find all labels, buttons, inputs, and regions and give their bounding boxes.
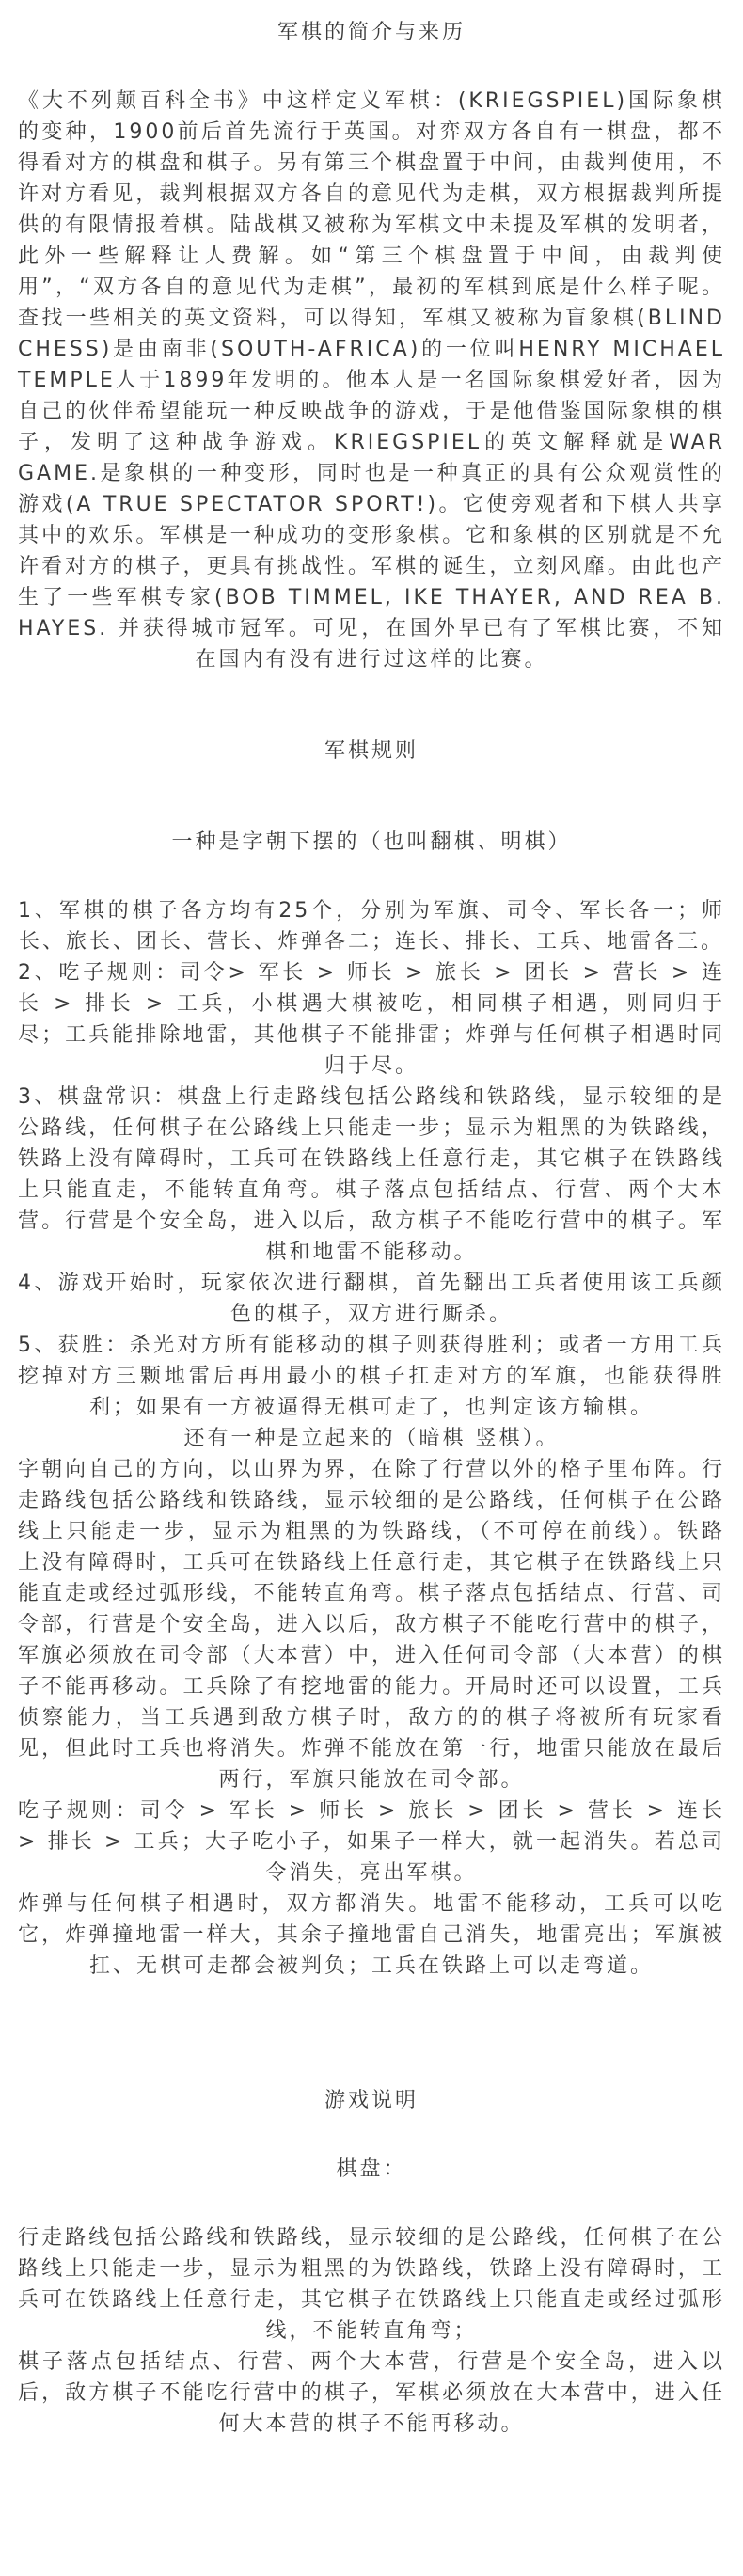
board-label: 棋盘： [336,2157,407,2181]
second-variant-capture-rules: 吃子规则：司令 > 军长 > 师长 > 旅长 > 团长 > 营长 > 连长 > 排长 > 工兵；大子吃小子，如果子一样大，就一起消失。若总司令消失，亮出军棋。 [18,1799,725,1885]
rules-title: 军棋规则 [324,739,419,763]
rule-item-1: 1、军棋的棋子各方均有25个，分别为军旗、司令、军长各一；师长、旅长、团长、营长、炸弹各二；连长、排长、工兵、地雷各三。 [18,899,725,954]
rule-item-5: 5、获胜：杀光对方所有能移动的棋子则获得胜利；或者一方用工兵挖掉对方三颗地雷后再用最小的棋子扛走对方的军旗，也能获得胜利；如果有一方被逼得无棋可走了，也判定该方输棋。 [18,1334,725,1419]
intro-body: 《大不列颠百科全书》中这样定义军棋：(KRIEGSPIEL)国际象棋的变种，1900前后首先流行于英国。对弈双方各自有一棋盘，都不得看对方的棋盘和棋子。另有第三个棋盘置于中间，由裁判使用，不许对方看见，裁判根据双方各自的意见代为走棋，双方根据裁判所提供的有限情报着棋。陆战棋又被称为军棋文中未提及军棋的发明者，此外一些解释让人费解。如“第三个棋盘置于中间，由裁判使用”，“双方各自的意见代为走棋”，最初的军棋到底是什么样子呢。查找一些相关的英文资料，可以得知，军棋又被称为盲象棋(BLIND CHESS)是由南非(SOUTH-AFRICA)的一位叫HENRY MICHAEL TEMPLE人于1899年发明的。他本人是一名国际象棋爱好者，因为自己的伙伴希望能玩一种反映战争的游戏，于是他借鉴国际象棋的棋子，发明了这种战争游戏。KRIEGSPIEL的英文解释就是WAR GAME.是象棋的一种变形，同时也是一种真正的具有公众观赏性的游戏(A TRUE SPECTATOR SPORT!)。它使旁观者和下棋人共享其中的欢乐。军棋是一种成功的变形象棋。它和象棋的区别就是不允许看对方的棋子，更具有挑战性。军棋的诞生，立刻风靡。由此也产生了一些军棋专家(BOB TIMMEL, IKE THAYER, AND REA B. HAYES. 并获得城市冠军。可见，在国外早已有了军棋比赛，不知在国内有没有进行过这样的比赛。 [18,89,725,672]
spacer [18,675,725,735]
rule-item-4: 4、游戏开始时，玩家依次进行翻棋，首先翻出工兵者使用该工兵颜色的棋子，双方进行厮杀。 [18,1272,725,1326]
second-variant-end-rules: 炸弹与任何棋子相遇时，双方都消失。地雷不能移动，工兵可以吃它，炸弹撞地雷一样大，其余子撞地雷自己消失，地雷亮出；军旗被扛、无棋可走都会被判负；工兵在铁路上可以走弯道。 [18,1892,725,1978]
second-variant-body: 字朝向自己的方向，以山界为界，在除了行营以外的格子里布阵。行走路线包括公路线和铁路线，显示较细的是公路线，任何棋子在公路线上只能走一步，显示为粗黑的为铁路线，（不可停在前线）。铁路上没有障碍时，工兵可在铁路线上任意行走，其它棋子在铁路线上只能直走或经过弧形线，不能转直角弯。棋子落点包括结点、行营、司令部，行营是个安全岛，进入以后，敌方棋子不能吃行营中的棋子，军旗必须放在司令部（大本营）中，进入任何司令部（大本营）的棋子不能再移动。工兵除了有挖地雷的能力。开局时还可以设置，工兵侦察能力，当工兵遇到敌方棋子时，敌方的的棋子将被所有玩家看见，但此时工兵也将消失。炸弹不能放在第一行，地雷只能放在最后两行，军旗只能放在司令部。 [18,1458,725,1792]
document [18,0,725,2440]
spacer [18,766,725,827]
rule-item-3: 3、棋盘常识：棋盘上行走路线包括公路线和铁路线，显示较细的是公路线，任何棋子在公路线上只能走一步；显示为粗黑的为铁路线，铁路上没有障碍时，工兵可在铁路线上任意行走，其它棋子在铁路线上只能直走，不能转直角弯。棋子落点包括结点、行营、两个大本营。行营是个安全岛，进入以后，敌方棋子不能吃行营中的棋子。军棋和地雷不能移动。 [18,1085,725,1264]
spacer [18,1982,725,2085]
spacer [18,2185,725,2222]
intro-title: 军棋的简介与来历 [277,21,466,44]
rule-item-2: 2、吃子规则：司令> 军长 > 师长 > 旅长 > 团长 > 营长 > 连长 > 排长 > 工兵，小棋遇大棋被吃，相同棋子相遇，则同归于尽；工兵能排除地雷，其他棋子不能排雷；炸弹与任何棋子相遇时同归于尽。 [18,961,725,1078]
spacer [18,858,725,895]
guide-title: 游戏说明 [324,2089,419,2112]
board-paragraph-1: 行走路线包括公路线和铁路线，显示较细的是公路线，任何棋子在公路线上只能走一步，显示为粗黑的为铁路线，铁路上没有障碍时，工兵可在铁路线上任意行走，其它棋子在铁路线上只能直走或经过弧形线，不能转直角弯； [18,2226,725,2343]
spacer [18,2116,725,2154]
spacer [18,48,725,86]
second-variant-intro: 还有一种是立起来的（暗棋 竖棋）。 [183,1427,560,1450]
board-paragraph-2: 棋子落点包括结点、行营、两个大本营，行营是个安全岛，进入以后，敌方棋子不能吃行营中的棋子，军棋必须放在大本营中，进入任何大本营的棋子不能再移动。 [18,2350,725,2436]
rules-subtitle: 一种是字朝下摆的（也叫翻棋、明棋） [171,830,572,854]
